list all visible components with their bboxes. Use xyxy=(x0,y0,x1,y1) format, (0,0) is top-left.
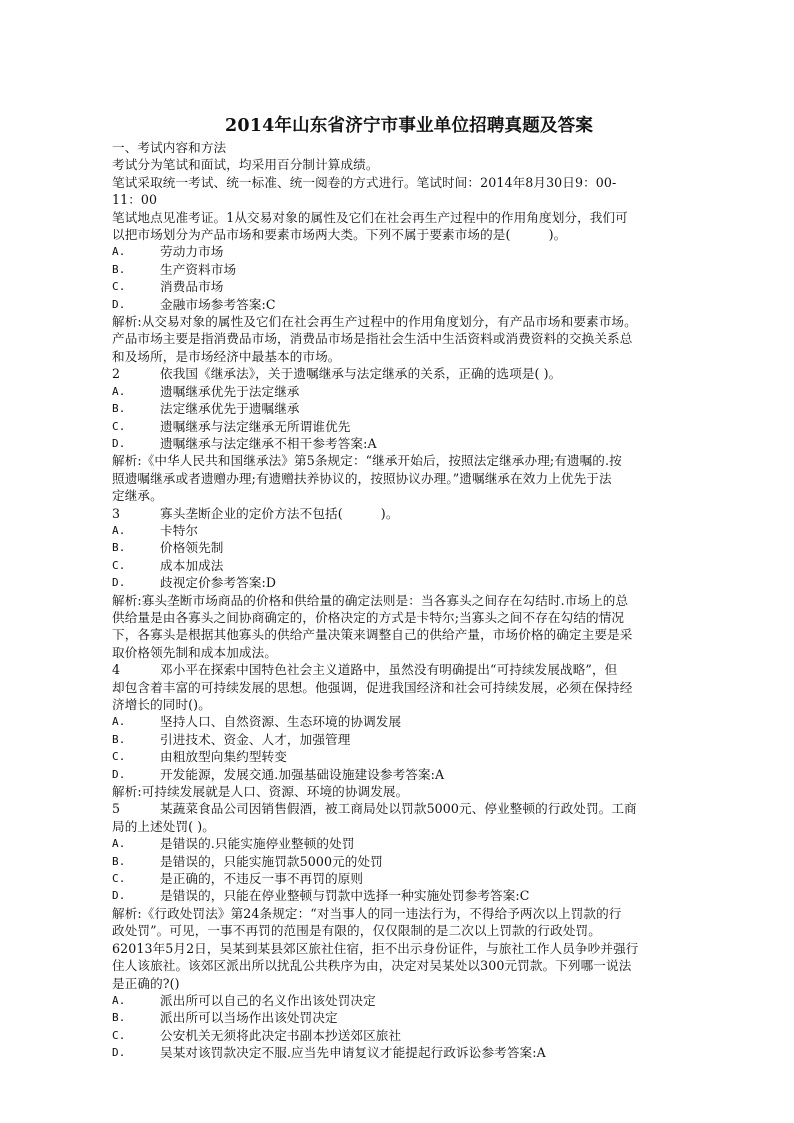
q2-analysis: 照遗嘱继承或者遗赠办理;有遗赠扶养协议的，按照协议办理。”遗嘱继承在效力上优先于法 xyxy=(112,470,612,486)
q4-option-b: B. 引进技术、资金、人才，加强管理 xyxy=(112,731,351,747)
q4-option-d: D. 开发能源，发展交通.加强基础设施建设参考答案:A xyxy=(112,766,445,782)
q3-option-b: B. 价格领先制 xyxy=(112,540,224,556)
q2-stem: 2 依我国《继承法》，关于遗嘱继承与法定继承的关系，正确的选项是( )。 xyxy=(112,366,562,382)
q2-option-b: B. 法定继承优先于遗嘱继承 xyxy=(112,401,300,417)
q4-stem: 4 邓小平在探索中国特色社会主义道路中，虽然没有明确提出“可持续发展战略”，但 xyxy=(112,662,618,678)
q1-option-a: A. 劳动力市场 xyxy=(112,244,224,260)
q6-option-b: B. 派出所可以当场作出该处罚决定 xyxy=(112,1010,338,1026)
q5-option-d: D. 是错误的，只能在停业整顿与罚款中选择一种实施处罚参考答案:C xyxy=(112,888,530,904)
q2-option-a: A. 遗嘱继承优先于法定继承 xyxy=(112,383,300,399)
q5-option-c: C. 是正确的，不违反一事不再罚的原则 xyxy=(112,871,364,887)
intro-line: 考试分为笔试和面试，均采用百分制计算成绩。 xyxy=(112,157,379,173)
q2-option-d: D. 遗嘱继承与法定继承不相干参考答案:A xyxy=(112,435,377,451)
q1-option-b: B. 生产资料市场 xyxy=(112,261,237,277)
q2-option-c: C. 遗嘱继承与法定继承无所谓谁优先 xyxy=(112,418,351,434)
q3-stem: 3 寡头垄断企业的定价方法不包括( )。 xyxy=(112,505,399,521)
q5-stem: 局的上述处罚( )。 xyxy=(112,818,215,834)
intro-line: 笔试地点见准考证。1从交易对象的属性及它们在社会再生产过程中的作用角度划分，我们可 xyxy=(112,209,628,225)
q5-analysis: 解析:《行政处罚法》第24条规定：“对当事人的同一违法行为，不得给予两次以上罚款的行 xyxy=(112,905,622,921)
q5-stem: 5 某蔬菜食品公司因销售假酒，被工商局处以罚款5000元、停业整顿的行政处罚。工商 xyxy=(112,801,637,817)
q3-analysis: 解析:寡头垄断市场商品的价格和供给量的确定法则是：当各寡头之间存在勾结时.市场上的总 xyxy=(112,592,629,608)
q3-option-c: C. 成本加成法 xyxy=(112,557,224,573)
q2-analysis: 解析:《中华人民共和国继承法》第5条规定：“继承开始后，按照法定继承办理;有遗嘱的.按 xyxy=(112,453,622,469)
q3-option-a: A. 卡特尔 xyxy=(112,522,199,538)
document-title: 2014年山东省济宁市事业单位招聘真题及答案 xyxy=(224,116,594,136)
q6-option-c: C. 公安机关无须将此决定书副本抄送郊区旅社 xyxy=(112,1027,402,1043)
q1-analysis: 产品市场主要是指消费品市场，消费品市场是指社会生活中生活资料或消费资料的交换关系总 xyxy=(112,331,633,347)
q3-analysis: 下，各寡头是根据其他寡头的供给产量决策来调整自己的供给产量，市场价格的确定主要是采 xyxy=(112,627,633,643)
q6-stem: 是正确的?() xyxy=(112,975,180,991)
intro-line: 以把市场划分为产品市场和要素市场两大类。下列不属于要素市场的是( )。 xyxy=(112,227,567,243)
q1-option-c: C. 消费品市场 xyxy=(112,279,224,295)
intro-line: 11：00 xyxy=(112,192,158,208)
intro-line: 笔试采取统一考试、统一标准、统一阅卷的方式进行。笔试时间：2014年8月30日9：00- xyxy=(112,174,617,190)
section-heading: 一、考试内容和方法 xyxy=(112,140,227,155)
document-page xyxy=(112,113,690,1062)
q4-option-a: A. 坚持人口、自然资源、生态环境的协调发展 xyxy=(112,714,402,730)
q5-analysis: 政处罚”。可见，一事不再罚的范围是有限的，仅仅限制的是二次以上罚款的行政处罚。 xyxy=(112,923,601,939)
q6-option-a: A. 派出所可以自己的名义作出该处罚决定 xyxy=(112,992,376,1008)
q4-analysis: 解析:可持续发展就是人口、资源、环境的协调发展。 xyxy=(112,784,409,800)
q4-stem: 却包含着丰富的可持续发展的思想。他强调，促进我国经济和社会可持续发展，必须在保持经 xyxy=(112,679,633,695)
q2-analysis: 定继承。 xyxy=(112,488,163,504)
q1-option-d: D. 金融市场参考答案:C xyxy=(112,296,276,312)
q6-stem: 62013年5月2日，吴某到某县郊区旅社住宿，拒不出示身份证件，与旅社工作人员争吵并强行 xyxy=(112,940,639,956)
q4-stem: 济增长的同时()。 xyxy=(112,697,211,712)
q3-option-d: D. 歧视定价参考答案:D xyxy=(112,575,277,591)
q3-analysis: 取价格领先制和成本加成法。 xyxy=(112,644,278,660)
q1-analysis: 和及场所，是市场经济中最基本的市场。 xyxy=(112,348,341,364)
q4-option-c: C. 由粗放型向集约型转变 xyxy=(112,749,287,765)
q6-option-d: D. 吴某对该罚款决定不服.应当先申请复议才能提起行政诉讼参考答案:A xyxy=(112,1045,546,1061)
q3-analysis: 供给量是由各寡头之间协商确定的，价格决定的方式是卡特尔;当寡头之间不存在勾结的情况 xyxy=(112,609,625,625)
q5-option-a: A. 是错误的.只能实施停业整顿的处罚 xyxy=(112,836,355,852)
q1-analysis: 解析:从交易对象的属性及它们在社会再生产过程中的作用角度划分，有产品市场和要素市场。 xyxy=(112,314,637,330)
q5-option-b: B. 是错误的，只能实施罚款5000元的处罚 xyxy=(112,853,383,869)
q6-stem: 住人该旅社。该郊区派出所以扰乱公共秩序为由，决定对吴某处以300元罚款。下列哪一说法 xyxy=(112,958,632,974)
